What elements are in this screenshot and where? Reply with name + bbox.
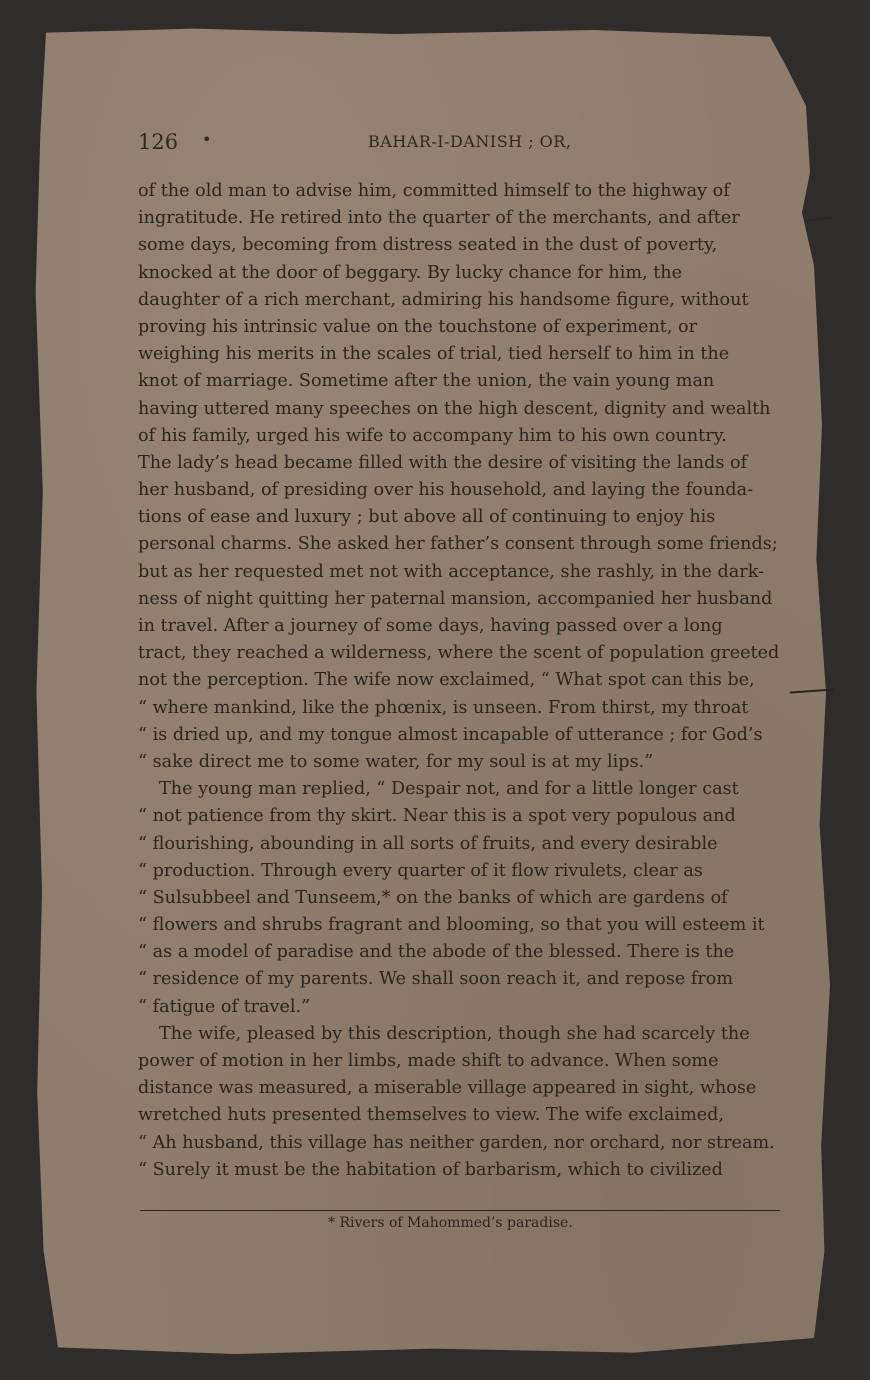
running-title: BAHAR-I-DANISH ; OR, <box>368 132 572 151</box>
text-line: in travel. After a journey of some days, having passed over a long <box>138 616 723 636</box>
header-separator: • <box>202 130 212 149</box>
text-line: her husband, of presiding over his household, and laying the founda- <box>138 480 754 501</box>
text-line: “ not patience from thy skirt. Near this is a spot very populous and <box>138 806 736 827</box>
text-line: not the perception. The wife now exclaimed, “ What spot can this be, <box>138 670 755 691</box>
text-line: weighing his merits in the scales of trial, tied herself to him in the <box>138 344 730 365</box>
text-line: “ Surely it must be the habitation of barbarism, which to civilized <box>138 1159 723 1180</box>
text-line: “ Sulsubbeel and Tunseem,* on the banks of which are gardens of <box>138 887 728 908</box>
text-line: knocked at the door of beggary. By lucky chance for him, the <box>138 262 683 283</box>
page-tear-mark <box>806 216 832 222</box>
footnote-rule <box>140 1210 780 1211</box>
text-line: The young man replied, “ Despair not, and for a little longer cast <box>159 779 739 800</box>
text-line: “ fatigue of travel.” <box>138 996 311 1017</box>
text-line: proving his intrinsic value on the touchstone of experiment, or <box>138 316 698 337</box>
text-line: ness of night quitting her paternal mansion, accompanied her husband <box>138 588 773 609</box>
text-line: knot of marriage. Sometime after the union, the vain young man <box>138 371 715 392</box>
text-line: “ is dried up, and my tongue almost incapable of utterance ; for God’s <box>138 724 763 745</box>
text-line: but as her requested met not with acceptance, she rashly, in the dark- <box>138 561 764 582</box>
text-line: “ where mankind, like the phœnix, is unseen. From thirst, my throat <box>138 697 749 718</box>
text-line: power of motion in her limbs, made shift to advance. When some <box>138 1051 719 1071</box>
text-line: “ flourishing, abounding in all sorts of fruits, and every desirable <box>138 833 718 854</box>
page-number: 126 <box>138 130 179 154</box>
text-line: having uttered many speeches on the high descent, dignity and wealth <box>138 398 771 419</box>
text-line: “ Ah husband, this village has neither garden, nor orchard, nor stream. <box>138 1132 775 1153</box>
text-line: personal charms. She asked her father’s consent through some friends; <box>138 534 778 555</box>
text-line: “ residence of my parents. We shall soon reach it, and repose from <box>138 969 734 990</box>
text-line: distance was measured, a miserable village appeared in sight, whose <box>138 1078 757 1099</box>
text-line: tract, they reached a wilderness, where the scent of population greeted <box>138 643 780 664</box>
text-line: ingratitude. He retired into the quarter of the merchants, and after <box>138 208 740 229</box>
page-header <box>138 128 778 158</box>
text-line: some days, becoming from distress seated in the dust of poverty, <box>138 235 718 256</box>
text-line: The lady’s head became filled with the desire of visiting the lands of <box>138 452 748 473</box>
text-line: wretched huts presented themselves to view. The wife exclaimed, <box>138 1105 725 1126</box>
footnote: * Rivers of Mahommed’s paradise. <box>328 1215 573 1231</box>
text-line: “ flowers and shrubs fragrant and blooming, so that you will esteem it <box>138 915 765 936</box>
text-line: tions of ease and luxury ; but above all of continuing to enjoy his <box>138 507 716 528</box>
text-line: The wife, pleased by this description, though she had scarcely the <box>159 1023 750 1044</box>
text-line: “ sake direct me to some water, for my soul is at my lips.” <box>138 751 654 772</box>
text-line: of the old man to advise him, committed himself to the highway of <box>138 181 730 201</box>
text-line: “ as a model of paradise and the abode of the blessed. There is the <box>138 942 735 963</box>
body-text <box>138 178 788 1184</box>
text-line: of his family, urged his wife to accompany him to his own country. <box>138 425 727 446</box>
text-line: “ production. Through every quarter of it flow rivulets, clear as <box>138 860 703 881</box>
text-line: daughter of a rich merchant, admiring his handsome figure, without <box>138 289 749 310</box>
